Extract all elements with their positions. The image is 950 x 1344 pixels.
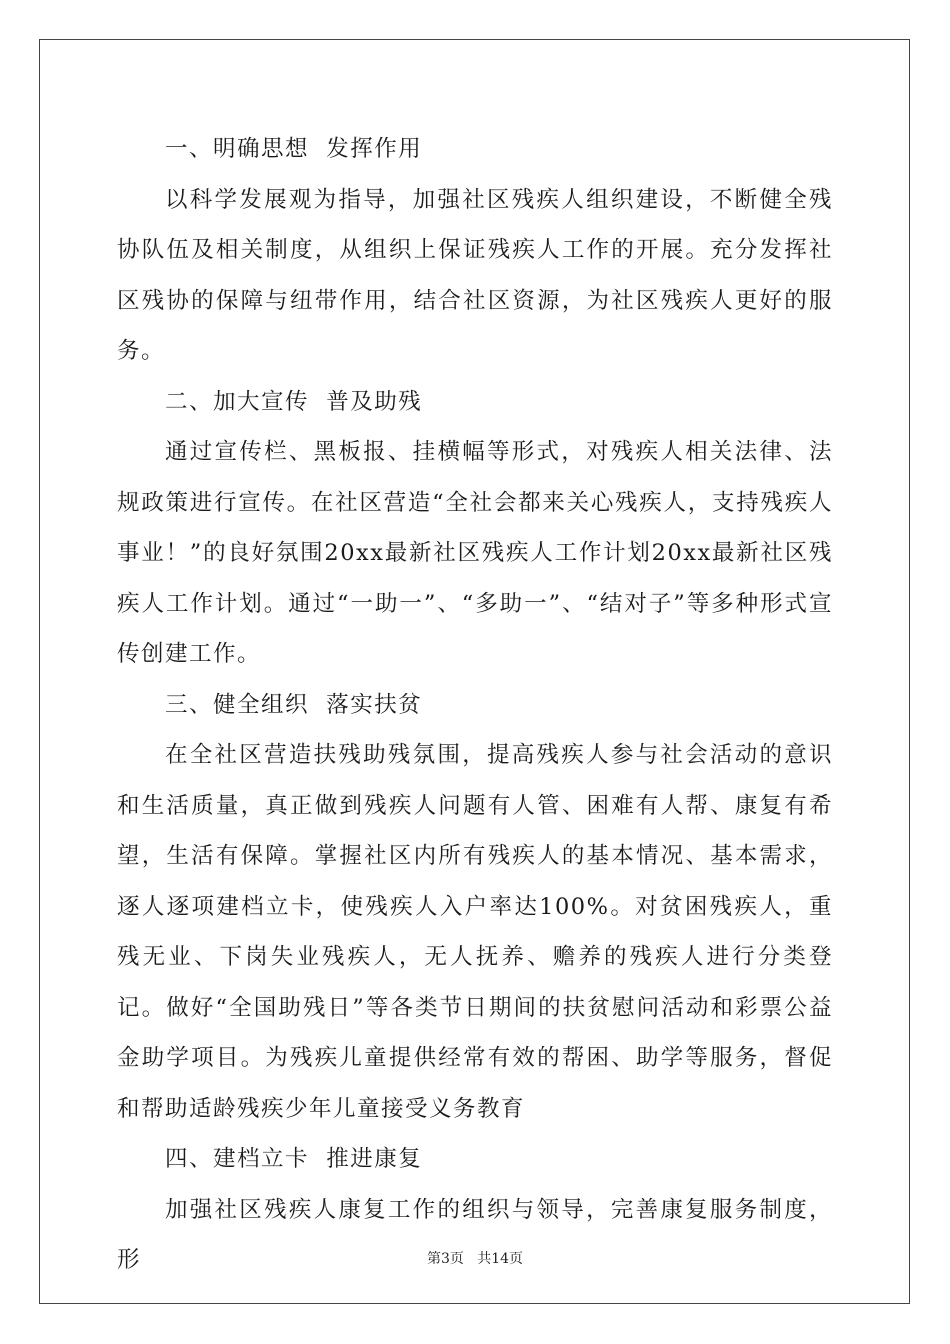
section-paragraph-3: 在全社区营造扶残助残氛围，提高残疾人参与社会活动的意识和生活质量，真正做到残疾人问题有人管、困难有人帮、康复有希望，生活有保障。掌握社区内所有残疾人的基本情况、基本需求，逐人逐项建档立卡，使残疾人入户率达100%。对贫困残疾人，重残无业、下岗失业残疾人，无人抚养、赡养的残疾人进行分类登记。做好“全国助残日”等各类节日期间的扶贫慰问活动和彩票公益金助学项目。为残疾儿童提供经常有效的帮困、助学等服务，督促和帮助适龄残疾少年儿童接受义务教育 (117, 742, 833, 1122)
section-heading-3: 三、健全组织 落实扶贫 (165, 691, 423, 718)
page-number-footer: 第3页 共14页 (426, 1251, 524, 1267)
section-paragraph-2: 通过宣传栏、黑板报、挂横幅等形式，对残疾人相关法律、法规政策进行宣传。在社区营造“全社会都来关心残疾人，支持残疾人事业！”的良好氛围20xx最新社区残疾人工作计划20xx最新社区残疾人工作计划。通过“一助一”、“多助一”、“结对子”等多种形式宣传创建工作。 (117, 439, 833, 667)
section-paragraph-4: 加强社区残疾人康复工作的组织与领导，完善康复服务制度，形 (117, 1196, 833, 1273)
section-heading-2: 二、加大宣传 普及助残 (165, 388, 423, 415)
section-paragraph-1: 以科学发展观为指导，加强社区残疾人组织建设，不断健全残协队伍及相关制度，从组织上保证残疾人工作的开展。充分发挥社区残协的保障与纽带作用，结合社区资源，为社区残疾人更好的服务。 (117, 186, 833, 364)
section-heading-1: 一、明确思想 发挥作用 (165, 136, 423, 162)
section-heading-4: 四、建档立卡 推进康复 (165, 1146, 423, 1172)
document-body (117, 124, 833, 1286)
